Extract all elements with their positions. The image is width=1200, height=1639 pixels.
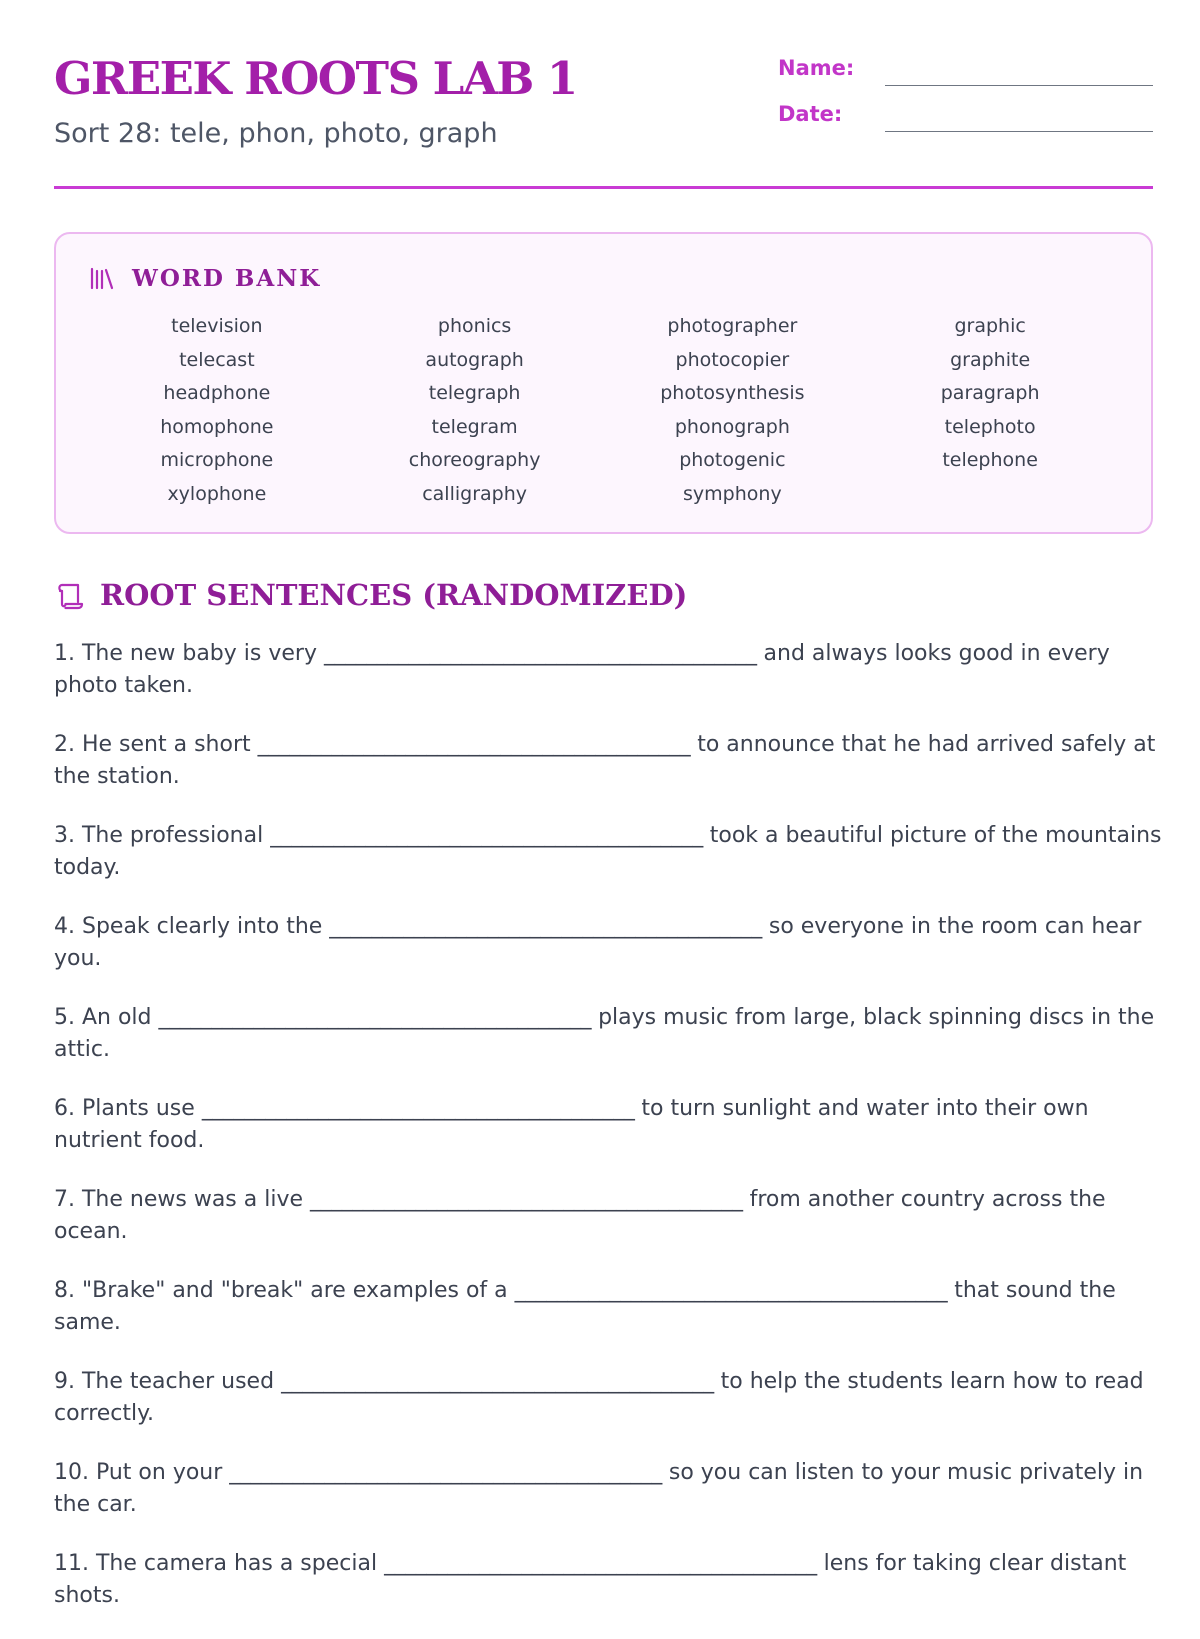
answer-blank[interactable]: _________________________________________: [384, 1551, 817, 1576]
word-bank-word: phonograph: [674, 415, 790, 438]
books-icon: [88, 264, 116, 292]
sentence-item: [54, 1366, 1164, 1426]
word-bank-word: symphony: [683, 482, 782, 505]
word-bank-word: microphone: [160, 449, 274, 471]
answer-blank[interactable]: _________________________________________: [270, 823, 703, 848]
word-bank-word: homophone: [160, 415, 274, 438]
sentence-text-after: to announce that he had arrived safely at the station.: [54, 732, 1156, 789]
word-bank-word: telecast: [179, 348, 255, 371]
word-bank-column: [88, 310, 346, 511]
word-bank-word: phonics: [437, 315, 512, 337]
name-label: Name:: [778, 56, 855, 80]
word-bank-word: paragraph: [940, 382, 1040, 404]
word-bank-word: graphite: [950, 348, 1031, 371]
sentence-item: [54, 1002, 1164, 1062]
sentence-item: [54, 1184, 1164, 1244]
sentence-item: [54, 1093, 1164, 1153]
sentence-text-before: 3. The professional: [54, 823, 264, 848]
sentence-text-after: that sound the same.: [54, 1278, 1116, 1335]
word-bank-word: telegraph: [428, 382, 521, 404]
answer-blank[interactable]: _________________________________________: [310, 1187, 743, 1212]
word-bank-word: photographer: [667, 315, 798, 337]
answer-blank[interactable]: _________________________________________: [514, 1278, 948, 1303]
page-title: GREEK ROOTS LAB 1: [54, 52, 577, 105]
sentence-item: [54, 1548, 1164, 1608]
answer-blank[interactable]: _________________________________________: [257, 732, 691, 757]
sentence-item: [54, 820, 1164, 880]
scroll-icon: [54, 579, 86, 611]
sentence-item: [54, 638, 1164, 698]
sentence-text-before: 6. Plants use: [54, 1096, 195, 1121]
sentence-text-before: 7. The news was a live: [54, 1187, 304, 1212]
sentence-text-after: from another country across the ocean.: [54, 1187, 1106, 1244]
sentence-list: [54, 638, 1164, 1639]
sentences-header: [54, 578, 687, 612]
answer-blank[interactable]: _________________________________________: [323, 641, 757, 666]
answer-blank[interactable]: _________________________________________: [158, 1005, 592, 1030]
page-subtitle: Sort 28: tele, phon, photo, graph: [54, 118, 498, 149]
word-bank-word: xylophone: [167, 482, 267, 505]
name-field[interactable]: [885, 85, 1153, 86]
sentences-title: ROOT SENTENCES (RANDOMIZED): [100, 578, 688, 612]
word-bank-word: choreography: [408, 449, 541, 471]
word-bank-word: television: [171, 315, 263, 337]
sentence-text-before: 2. He sent a short: [54, 732, 251, 757]
sentence-text-before: 4. Speak clearly into the: [54, 914, 323, 939]
sentence-item: [54, 911, 1164, 971]
word-bank-column: [604, 310, 862, 511]
sentence-text-after: lens for taking clear distant shots.: [54, 1551, 1127, 1608]
answer-blank[interactable]: _________________________________________: [201, 1096, 635, 1121]
header-divider: [54, 186, 1153, 189]
word-bank-header: [88, 264, 321, 292]
word-bank-word: photosynthesis: [660, 382, 805, 404]
sentence-text-before: 5. An old: [54, 1005, 152, 1030]
word-bank-word: headphone: [163, 382, 271, 404]
sentence-text-after: so you can listen to your music privately in the car.: [54, 1460, 1144, 1517]
answer-blank[interactable]: _________________________________________: [229, 1460, 662, 1485]
word-bank-grid: [56, 310, 1151, 511]
sentence-item: [54, 1457, 1164, 1517]
word-bank-word: calligraphy: [422, 482, 528, 505]
answer-blank[interactable]: _________________________________________: [281, 1369, 714, 1394]
word-bank-title: WORD BANK: [132, 264, 322, 292]
sentence-item: [54, 1275, 1164, 1335]
sentence-text-after: and always looks good in every photo taken.: [54, 641, 1110, 698]
word-bank-word: telephoto: [944, 415, 1036, 438]
sentence-text-before: 9. The teacher used: [54, 1369, 275, 1394]
sentence-item: [54, 729, 1164, 789]
date-field[interactable]: [885, 131, 1153, 132]
word-bank-word: photogenic: [679, 449, 786, 471]
word-bank-word: autograph: [425, 348, 524, 371]
word-bank-column: [861, 310, 1119, 511]
sentence-text-before: 1. The new baby is very: [54, 641, 317, 666]
word-bank-word: telephone: [942, 449, 1038, 471]
sentence-text-after: so everyone in the room can hear you.: [54, 914, 1142, 971]
sentence-text-before: 11. The camera has a special: [54, 1551, 378, 1576]
word-bank: [54, 232, 1153, 534]
word-bank-word: photocopier: [675, 348, 790, 371]
sentence-text-before: 10. Put on your: [54, 1460, 223, 1485]
word-bank-word: graphic: [954, 315, 1026, 337]
date-label: Date:: [778, 102, 843, 126]
sentence-text-after: to help the students learn how to read correctly.: [54, 1369, 1144, 1426]
answer-blank[interactable]: _________________________________________: [329, 914, 762, 939]
sentence-text-after: took a beautiful picture of the mountains today.: [54, 823, 1162, 880]
sentence-text-before: 8. "Brake" and "break" are examples of a: [54, 1278, 508, 1303]
sentence-text-after: plays music from large, black spinning discs in the attic.: [54, 1005, 1155, 1062]
word-bank-word: telegram: [431, 415, 518, 438]
word-bank-column: [346, 310, 604, 511]
sentence-text-after: to turn sunlight and water into their own nutrient food.: [54, 1096, 1089, 1153]
